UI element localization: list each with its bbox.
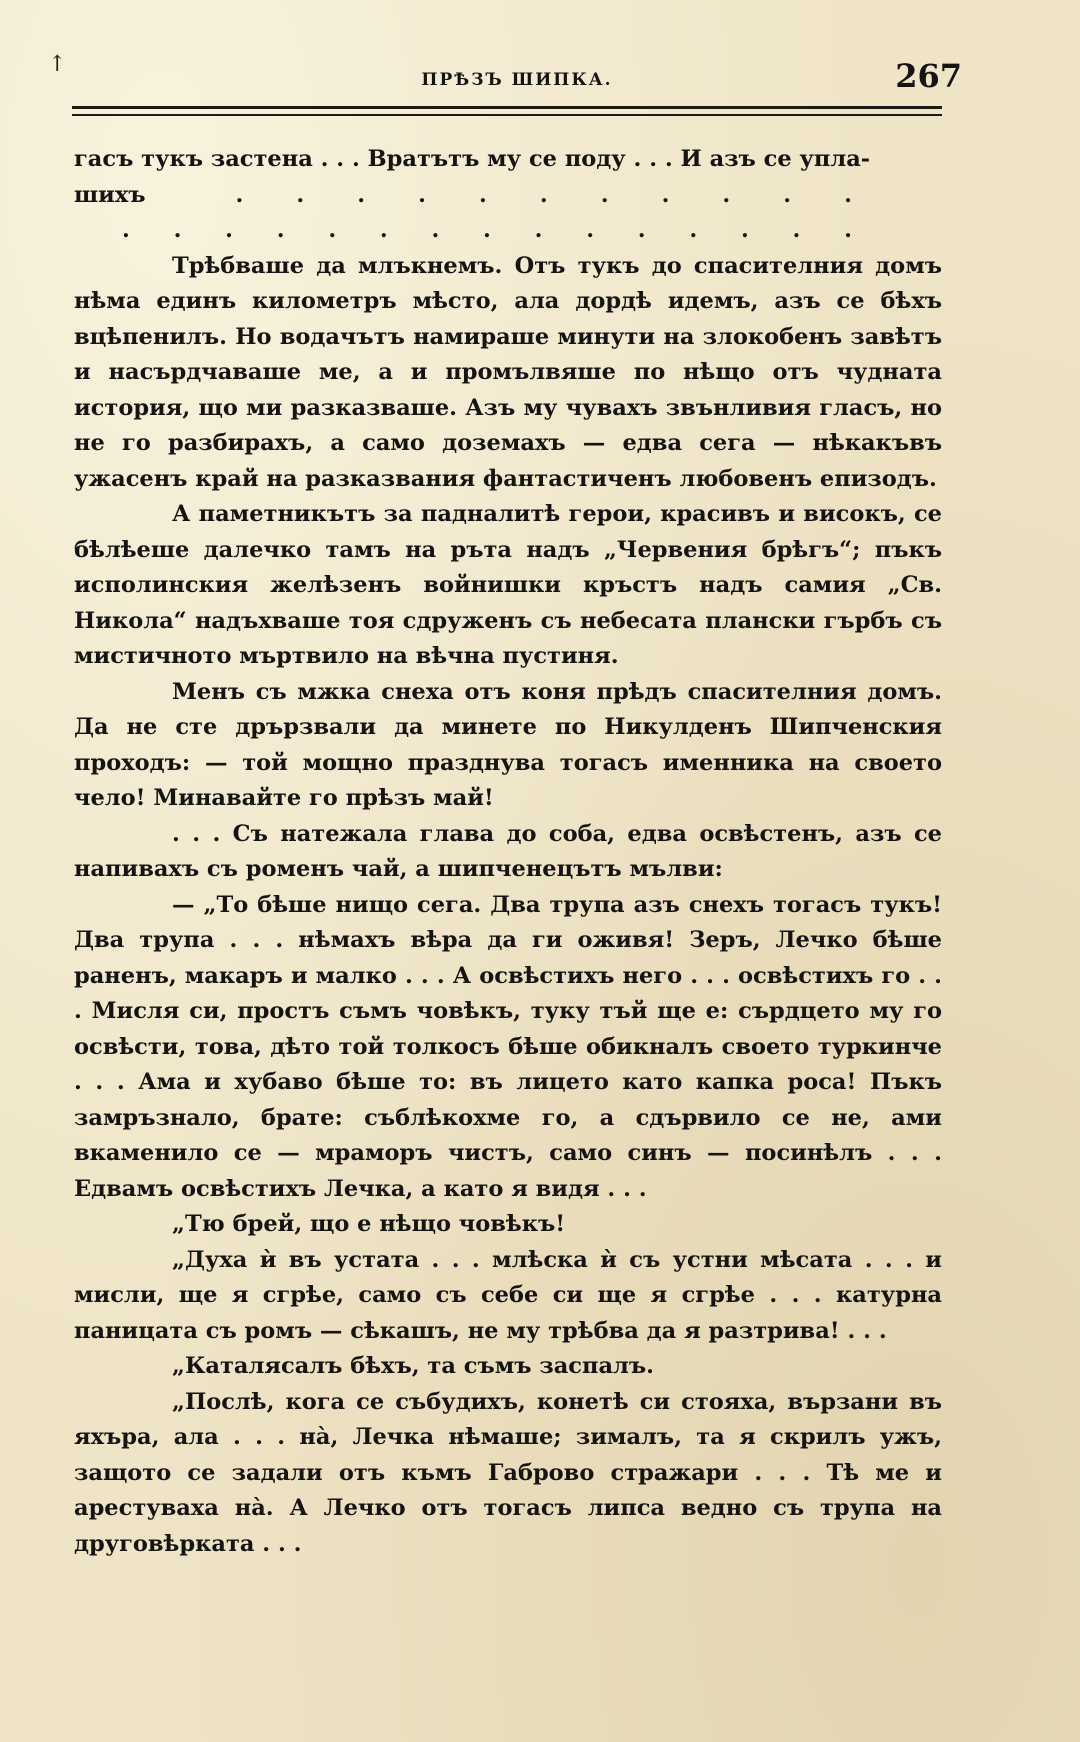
body-text [74, 142, 942, 1562]
dot: . [534, 217, 543, 243]
header-rule-thick [72, 106, 942, 109]
dot: . [483, 217, 491, 243]
page-number: 267 [895, 57, 962, 95]
dot: . [328, 217, 337, 243]
running-title: ПРѢЗЪ ШИПКА. [421, 70, 613, 90]
dot: . [689, 217, 698, 243]
dot: . [740, 217, 749, 243]
dot: . [783, 181, 792, 208]
dot: . [586, 217, 595, 243]
paragraph-3: А паметникътъ за падналитѣ герои, красивъ и високъ, се бѣлѣеше далечко тамъ на ръта надъ „Червения брѣгъ“; пъкъ исполинския желѣзенъ войнишки кръстъ надъ самия „Св. Никола“ надъхваше тоя сдруженъ съ небесата плански гърбъ съ мистичното мъртвило на вѣчна пустиня. [74, 501, 942, 669]
paragraph-8: „Духа ѝ въ устата . . . млѣска ѝ съ устни мѣсата . . . и мисли, ще я сгрѣе, само съ себе си ще я сгрѣе . . . катурна паницата съ ромъ — сѣкашъ, не му трѣбва да я разтрива! . . . [74, 1246, 942, 1344]
paragraph-10: „Послѣ, кога се събудихъ, конетѣ си стояха, вързани въ яхъра, ала . . . нà, Лечка нѣмаше; зималъ, та я скрилъ ужъ, защото се задали отъ къмъ Габрово стражари . . . Тѣ ме и арестуваха нà. А Лечко отъ тогасъ липса ведно съ трупа на друговѣрката . . . [74, 1388, 942, 1557]
paragraph-5: . . . Съ натежала глава до соба, едва освѣстенъ, азъ се напивахъ съ роменъ чай, а шипченецътъ мълви: [74, 820, 942, 882]
dot: . [844, 181, 852, 208]
dot: . [418, 181, 426, 208]
dot-leader-row-2 [74, 213, 942, 249]
dot: . [722, 181, 731, 208]
dot: . [235, 181, 244, 208]
dot: . [225, 217, 233, 243]
dot: . [379, 217, 388, 243]
paragraph-4: Менъ съ мжка снеха отъ коня прѣдъ спасителния домъ. Да не сте дрързвали да минете по Никулденъ Шипченския проходъ: — той мощно празднува тогасъ именника на своето чело! Минавайте го прѣзъ май! [74, 678, 942, 811]
dot-leader-row-1 [74, 178, 942, 214]
paragraph-1-line-1: гасъ тукъ застена . . . Вратътъ му се поду . . . И азъ се упла- [74, 146, 871, 172]
dot: . [173, 217, 182, 243]
paragraph-1-line-2: шихъ [74, 181, 146, 208]
dot: . [478, 181, 487, 208]
dot: . [296, 181, 305, 208]
running-head [72, 57, 962, 100]
paragraph-9: „Каталясалъ бѣхъ, та съмъ заспалъ. [172, 1353, 654, 1379]
dot: . [431, 217, 440, 243]
corner-mark: ↑ [48, 52, 67, 77]
header-rule-thin [72, 114, 942, 116]
paragraph-6: — „То бѣше нищо сега. Два трупа азъ снехъ тогасъ тукъ! Два трупа . . . нѣмахъ вѣра да ги оживя! Зеръ, Лечко бѣше раненъ, макаръ и малко . . . А освѣстихъ него . . . освѣстихъ го . . . Мисля си, простъ съмъ човѣкъ, туку тъй ще е: сърдцето му го освѣсти, това, дѣто той толкосъ бѣше обикналъ своето туркинче . . . Ама и хубаво бѣше то: въ лицето като капка роса! Пъкъ замръзнало, брате: съблѣкохме го, а сдървило се не, ами вкаменило се — мраморъ чистъ, само синъ — посинѣлъ . . . Едвамъ освѣстихъ Лечка, а като я видя . . . [74, 891, 942, 1202]
dot: . [539, 181, 548, 208]
dot: . [357, 181, 366, 208]
dot: . [276, 217, 285, 243]
dot: . [637, 217, 646, 243]
paragraph-7: „Тю брей, що е нѣщо човѣкъ! [172, 1211, 566, 1237]
dot: . [661, 181, 670, 208]
dot: . [792, 217, 801, 243]
dot: . [122, 217, 130, 243]
dot: . [600, 181, 609, 208]
dot: . [844, 217, 852, 243]
paragraph-2: Трѣбваше да млъкнемъ. Отъ тукъ до спасителния домъ нѣма единъ километръ мѣсто, ала дордѣ идемъ, азъ се бѣхъ вцѣпенилъ. Но водачътъ намираше минути на злокобенъ завѣтъ и насърдчаваше ме, а и промълвяше по нѣщо отъ чудната история, що ми разказваше. Азъ му чувахъ звънливия гласъ, но не го разбирахъ, а само доземахъ — едва сега — нѣкакъвъ ужасенъ край на разказвания фантастиченъ любовенъ епизодъ. [74, 252, 942, 492]
